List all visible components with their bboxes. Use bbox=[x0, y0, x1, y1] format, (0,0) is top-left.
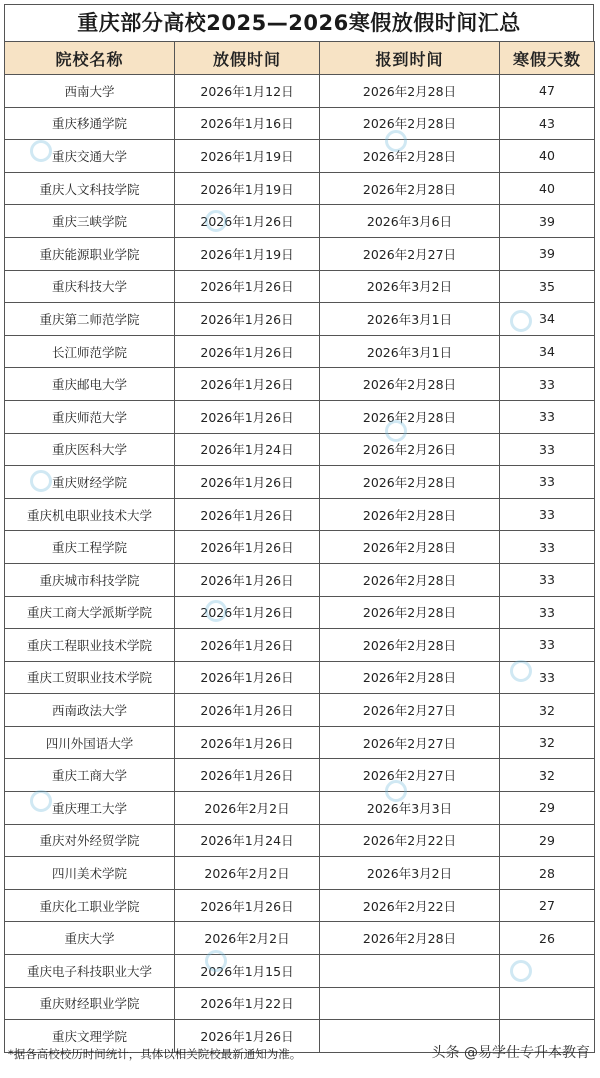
table-row bbox=[5, 726, 595, 759]
table-row bbox=[5, 661, 595, 694]
footnote: *据各高校校历时间统计，具体以相关院校最新通知为准。 bbox=[8, 1047, 302, 1061]
cell-days: 33 bbox=[500, 661, 595, 694]
cell-start-date: 2026年1月26日 bbox=[175, 205, 320, 238]
cell-return-date: 2026年3月2日 bbox=[320, 270, 500, 303]
cell-school: 重庆机电职业技术大学 bbox=[5, 498, 175, 531]
cell-days bbox=[500, 987, 595, 1020]
cell-start-date: 2026年1月26日 bbox=[175, 889, 320, 922]
table-row bbox=[5, 433, 595, 466]
cell-school: 重庆交通大学 bbox=[5, 140, 175, 173]
table-row bbox=[5, 205, 595, 238]
cell-start-date: 2026年1月26日 bbox=[175, 759, 320, 792]
cell-days: 34 bbox=[500, 335, 595, 368]
cell-start-date: 2026年2月2日 bbox=[175, 857, 320, 890]
cell-days: 35 bbox=[500, 270, 595, 303]
cell-school: 重庆财经职业学院 bbox=[5, 987, 175, 1020]
cell-start-date: 2026年1月19日 bbox=[175, 237, 320, 270]
cell-school: 重庆大学 bbox=[5, 922, 175, 955]
cell-return-date: 2026年2月27日 bbox=[320, 726, 500, 759]
cell-school: 重庆科技大学 bbox=[5, 270, 175, 303]
cell-days: 33 bbox=[500, 563, 595, 596]
cell-days: 47 bbox=[500, 75, 595, 108]
cell-start-date: 2026年1月26日 bbox=[175, 466, 320, 499]
table-title: 重庆部分高校2025—2026寒假放假时间汇总 bbox=[4, 4, 594, 41]
table-row bbox=[5, 303, 595, 336]
cell-days: 33 bbox=[500, 498, 595, 531]
cell-return-date: 2026年2月28日 bbox=[320, 922, 500, 955]
cell-return-date: 2026年2月28日 bbox=[320, 661, 500, 694]
table-row bbox=[5, 629, 595, 662]
cell-school: 长江师范学院 bbox=[5, 335, 175, 368]
cell-school: 重庆移通学院 bbox=[5, 107, 175, 140]
table-row bbox=[5, 955, 595, 988]
cell-return-date: 2026年2月28日 bbox=[320, 596, 500, 629]
cell-return-date: 2026年2月28日 bbox=[320, 75, 500, 108]
brand-watermark: 头条 @易学仕专升本教育 bbox=[431, 1045, 590, 1061]
cell-school: 重庆财经学院 bbox=[5, 466, 175, 499]
table-row bbox=[5, 889, 595, 922]
cell-return-date: 2026年2月28日 bbox=[320, 172, 500, 205]
cell-return-date: 2026年3月2日 bbox=[320, 857, 500, 890]
table-row bbox=[5, 987, 595, 1020]
table-row bbox=[5, 694, 595, 727]
cell-days: 32 bbox=[500, 759, 595, 792]
table-row bbox=[5, 531, 595, 564]
cell-return-date: 2026年2月27日 bbox=[320, 237, 500, 270]
cell-return-date: 2026年2月22日 bbox=[320, 824, 500, 857]
cell-return-date: 2026年2月28日 bbox=[320, 498, 500, 531]
cell-school: 西南政法大学 bbox=[5, 694, 175, 727]
cell-school: 重庆理工大学 bbox=[5, 792, 175, 825]
cell-school: 重庆电子科技职业大学 bbox=[5, 955, 175, 988]
cell-return-date: 2026年2月28日 bbox=[320, 563, 500, 596]
cell-school: 重庆化工职业学院 bbox=[5, 889, 175, 922]
cell-return-date: 2026年2月28日 bbox=[320, 368, 500, 401]
cell-return-date: 2026年2月28日 bbox=[320, 466, 500, 499]
cell-return-date: 2026年3月6日 bbox=[320, 205, 500, 238]
table-row bbox=[5, 857, 595, 890]
cell-school: 重庆邮电大学 bbox=[5, 368, 175, 401]
cell-days: 32 bbox=[500, 726, 595, 759]
cell-return-date: 2026年2月28日 bbox=[320, 531, 500, 564]
cell-return-date: 2026年2月28日 bbox=[320, 140, 500, 173]
cell-school: 重庆工程学院 bbox=[5, 531, 175, 564]
cell-start-date: 2026年1月26日 bbox=[175, 270, 320, 303]
cell-days: 39 bbox=[500, 237, 595, 270]
cell-days: 29 bbox=[500, 824, 595, 857]
cell-start-date: 2026年1月26日 bbox=[175, 661, 320, 694]
cell-days: 33 bbox=[500, 531, 595, 564]
cell-school: 重庆对外经贸学院 bbox=[5, 824, 175, 857]
cell-return-date: 2026年2月28日 bbox=[320, 400, 500, 433]
cell-return-date: 2026年2月26日 bbox=[320, 433, 500, 466]
cell-school: 重庆第二师范学院 bbox=[5, 303, 175, 336]
table-row bbox=[5, 922, 595, 955]
table-row bbox=[5, 237, 595, 270]
cell-days: 40 bbox=[500, 172, 595, 205]
cell-return-date bbox=[320, 955, 500, 988]
cell-days: 39 bbox=[500, 205, 595, 238]
cell-days: 32 bbox=[500, 694, 595, 727]
table-row bbox=[5, 400, 595, 433]
cell-days: 26 bbox=[500, 922, 595, 955]
cell-start-date: 2026年1月24日 bbox=[175, 433, 320, 466]
cell-days: 28 bbox=[500, 857, 595, 890]
table-row bbox=[5, 596, 595, 629]
cell-days: 40 bbox=[500, 140, 595, 173]
table-row bbox=[5, 498, 595, 531]
cell-return-date bbox=[320, 987, 500, 1020]
cell-days: 33 bbox=[500, 400, 595, 433]
table-body bbox=[5, 75, 595, 1053]
cell-return-date: 2026年2月27日 bbox=[320, 694, 500, 727]
cell-days: 27 bbox=[500, 889, 595, 922]
cell-start-date: 2026年1月26日 bbox=[175, 400, 320, 433]
cell-start-date: 2026年1月26日 bbox=[175, 335, 320, 368]
table-row bbox=[5, 107, 595, 140]
cell-start-date: 2026年1月16日 bbox=[175, 107, 320, 140]
header-school: 院校名称 bbox=[5, 42, 175, 75]
cell-school: 重庆医科大学 bbox=[5, 433, 175, 466]
table-row bbox=[5, 140, 595, 173]
cell-school: 重庆师范大学 bbox=[5, 400, 175, 433]
schedule-sheet bbox=[4, 4, 594, 1053]
table-row bbox=[5, 824, 595, 857]
header-return-date: 报到时间 bbox=[320, 42, 500, 75]
cell-days: 33 bbox=[500, 433, 595, 466]
cell-days: 29 bbox=[500, 792, 595, 825]
cell-start-date: 2026年1月22日 bbox=[175, 987, 320, 1020]
cell-school: 重庆三峡学院 bbox=[5, 205, 175, 238]
table-row bbox=[5, 466, 595, 499]
cell-school: 重庆工商大学派斯学院 bbox=[5, 596, 175, 629]
cell-start-date: 2026年2月2日 bbox=[175, 792, 320, 825]
cell-start-date: 2026年1月26日 bbox=[175, 498, 320, 531]
cell-school: 重庆能源职业学院 bbox=[5, 237, 175, 270]
cell-school: 西南大学 bbox=[5, 75, 175, 108]
cell-return-date: 2026年2月27日 bbox=[320, 759, 500, 792]
cell-start-date: 2026年1月19日 bbox=[175, 140, 320, 173]
cell-days: 34 bbox=[500, 303, 595, 336]
cell-start-date: 2026年1月26日 bbox=[175, 596, 320, 629]
cell-start-date: 2026年1月26日 bbox=[175, 629, 320, 662]
cell-start-date: 2026年1月26日 bbox=[175, 303, 320, 336]
cell-start-date: 2026年1月24日 bbox=[175, 824, 320, 857]
cell-start-date: 2026年1月26日 bbox=[175, 563, 320, 596]
cell-start-date: 2026年1月26日 bbox=[175, 726, 320, 759]
cell-return-date: 2026年2月22日 bbox=[320, 889, 500, 922]
header-row bbox=[5, 42, 595, 75]
header-start-date: 放假时间 bbox=[175, 42, 320, 75]
cell-school: 重庆工商大学 bbox=[5, 759, 175, 792]
table-row bbox=[5, 759, 595, 792]
cell-school: 四川外国语大学 bbox=[5, 726, 175, 759]
table-row bbox=[5, 368, 595, 401]
cell-days bbox=[500, 955, 595, 988]
cell-days: 33 bbox=[500, 629, 595, 662]
cell-school: 重庆城市科技学院 bbox=[5, 563, 175, 596]
cell-school: 重庆工程职业技术学院 bbox=[5, 629, 175, 662]
cell-school: 四川美术学院 bbox=[5, 857, 175, 890]
cell-days: 33 bbox=[500, 368, 595, 401]
table-row bbox=[5, 563, 595, 596]
table-row bbox=[5, 270, 595, 303]
table-row bbox=[5, 75, 595, 108]
cell-start-date: 2026年1月26日 bbox=[175, 1020, 320, 1053]
cell-return-date: 2026年3月1日 bbox=[320, 335, 500, 368]
schedule-table bbox=[4, 41, 595, 1053]
cell-return-date: 2026年2月28日 bbox=[320, 107, 500, 140]
table-row bbox=[5, 335, 595, 368]
cell-school: 重庆文理学院 bbox=[5, 1020, 175, 1053]
cell-start-date: 2026年1月12日 bbox=[175, 75, 320, 108]
table-row bbox=[5, 792, 595, 825]
cell-start-date: 2026年1月26日 bbox=[175, 694, 320, 727]
cell-days: 33 bbox=[500, 596, 595, 629]
cell-days: 33 bbox=[500, 466, 595, 499]
table-row bbox=[5, 172, 595, 205]
cell-start-date: 2026年1月26日 bbox=[175, 531, 320, 564]
cell-start-date: 2026年2月2日 bbox=[175, 922, 320, 955]
cell-return-date: 2026年2月28日 bbox=[320, 629, 500, 662]
cell-start-date: 2026年1月19日 bbox=[175, 172, 320, 205]
cell-return-date: 2026年3月3日 bbox=[320, 792, 500, 825]
header-days: 寒假天数 bbox=[500, 42, 595, 75]
cell-return-date: 2026年3月1日 bbox=[320, 303, 500, 336]
cell-start-date: 2026年1月26日 bbox=[175, 368, 320, 401]
cell-start-date: 2026年1月15日 bbox=[175, 955, 320, 988]
cell-school: 重庆人文科技学院 bbox=[5, 172, 175, 205]
cell-school: 重庆工贸职业技术学院 bbox=[5, 661, 175, 694]
cell-days: 43 bbox=[500, 107, 595, 140]
